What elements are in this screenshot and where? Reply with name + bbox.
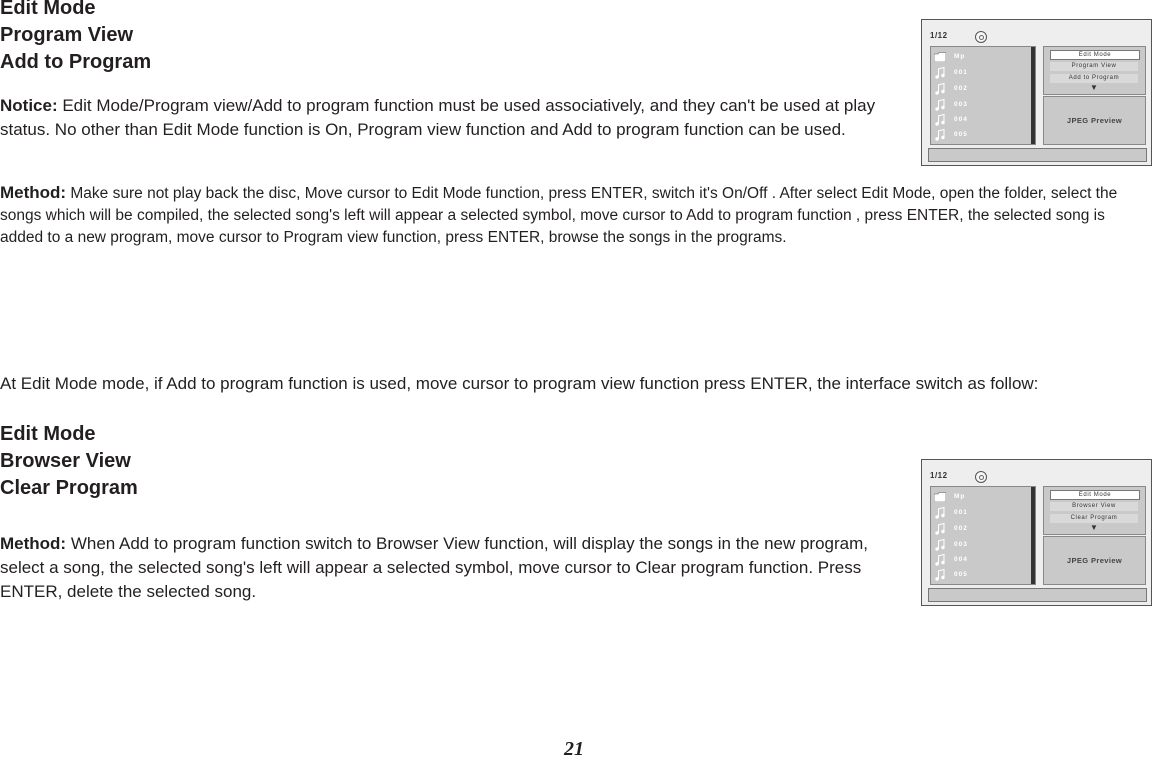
notice-label: Notice: [0,96,58,115]
method-label-2: Method: [0,534,67,553]
osd-screen-browser-view [921,459,1152,606]
section1-heading-group [0,0,151,76]
file-list [930,486,1036,585]
folder-icon [934,491,946,503]
jpeg-preview-pane: JPEG Preview [1043,96,1146,145]
track-name: 005 [954,131,968,138]
menu-item-program-view[interactable]: Program View [1050,62,1138,71]
track-name: 001 [954,69,968,76]
track-name: 003 [954,541,968,548]
page-number: 21 [564,738,584,760]
list-item[interactable] [934,112,968,127]
list-item[interactable] [934,65,968,80]
menu-item-edit-mode[interactable]: Edit Mode [1050,490,1140,500]
list-item[interactable] [934,505,968,520]
function-menu [1043,486,1146,535]
menu-item-edit-mode[interactable]: Edit Mode [1050,50,1140,60]
list-item[interactable] [934,81,968,96]
folder-icon [934,51,946,63]
track-name: 002 [954,85,968,92]
method-text-2: When Add to program function switch to Browser View function, will display the songs in the new program, select a song, the selected song's left will appear a selected symbol, move cursor to Clear program function. Press ENTER, delete the selected song. [0,534,869,601]
folder-name: Mp [954,493,966,500]
heading-browser-view: Browser View [0,450,131,472]
down-arrow-icon[interactable]: ▼ [1090,83,1098,92]
transition-paragraph: At Edit Mode mode, if Add to program function is used, move cursor to program view function press ENTER, the interface switch as follow: [0,374,1039,393]
osd-screen-program-view [921,19,1152,166]
heading-edit-mode-2: Edit Mode [0,423,96,445]
track-name: 004 [954,556,968,563]
track-name: 003 [954,101,968,108]
music-note-icon [934,523,946,535]
jpeg-preview-pane: JPEG Preview [1043,536,1146,585]
music-note-icon [934,83,946,95]
music-note-icon [934,539,946,551]
music-note-icon [934,99,946,111]
list-item-folder[interactable] [934,49,965,64]
track-counter: 1/12 [930,471,948,480]
menu-item-add-to-program[interactable]: Add to Program [1050,74,1138,83]
heading-program-view: Program View [0,24,134,46]
heading-edit-mode: Edit Mode [0,0,96,19]
notice-paragraph [0,94,880,142]
music-note-icon [934,129,946,141]
track-name: 004 [954,116,968,123]
heading-clear-program: Clear Program [0,477,138,499]
down-arrow-icon[interactable]: ▼ [1090,523,1098,532]
method-label: Method: [0,183,67,202]
music-note-icon [934,554,946,566]
status-bar [928,148,1147,162]
music-note-icon [934,67,946,79]
list-scrollbar[interactable] [1031,487,1035,584]
menu-item-browser-view[interactable]: Browser View [1050,502,1138,511]
disc-icon [975,31,987,43]
folder-name: Mp [954,53,966,60]
section2-heading-group [0,421,138,502]
list-item[interactable] [934,552,968,567]
track-counter: 1/12 [930,31,948,40]
disc-icon [975,471,987,483]
music-note-icon [934,507,946,519]
track-name: 001 [954,509,968,516]
music-note-icon [934,569,946,581]
heading-add-to-program: Add to Program [0,51,152,73]
list-item[interactable] [934,97,968,112]
method-text: Make sure not play back the disc, Move cursor to Edit Mode function, press ENTER, switch it's On/Off . After select Edit Mode, open the folder, select the songs which will be compiled, the selected song's left will appear a selected symbol, move cursor to Add to program function , press ENTER, the selected song is added to a new program, move cursor to Program view function, press ENTER, browse the songs in the programs. [0,185,1118,246]
method-paragraph-2 [0,532,880,604]
track-name: 002 [954,525,968,532]
list-item[interactable] [934,521,968,536]
list-scrollbar[interactable] [1031,47,1035,144]
list-item[interactable] [934,537,968,552]
music-note-icon [934,114,946,126]
notice-text: Edit Mode/Program view/Add to program function must be used associatively, and they can't be used at play status. No other than Edit Mode function is On, Program view function and Add to program function can be used. [0,96,876,139]
list-item-folder[interactable] [934,489,965,504]
menu-item-clear-program[interactable]: Clear Program [1050,514,1138,523]
status-bar [928,588,1147,602]
track-name: 005 [954,571,968,578]
function-menu [1043,46,1146,95]
list-item[interactable] [934,127,968,142]
method-paragraph-1 [0,182,1150,249]
list-item[interactable] [934,567,968,582]
file-list [930,46,1036,145]
